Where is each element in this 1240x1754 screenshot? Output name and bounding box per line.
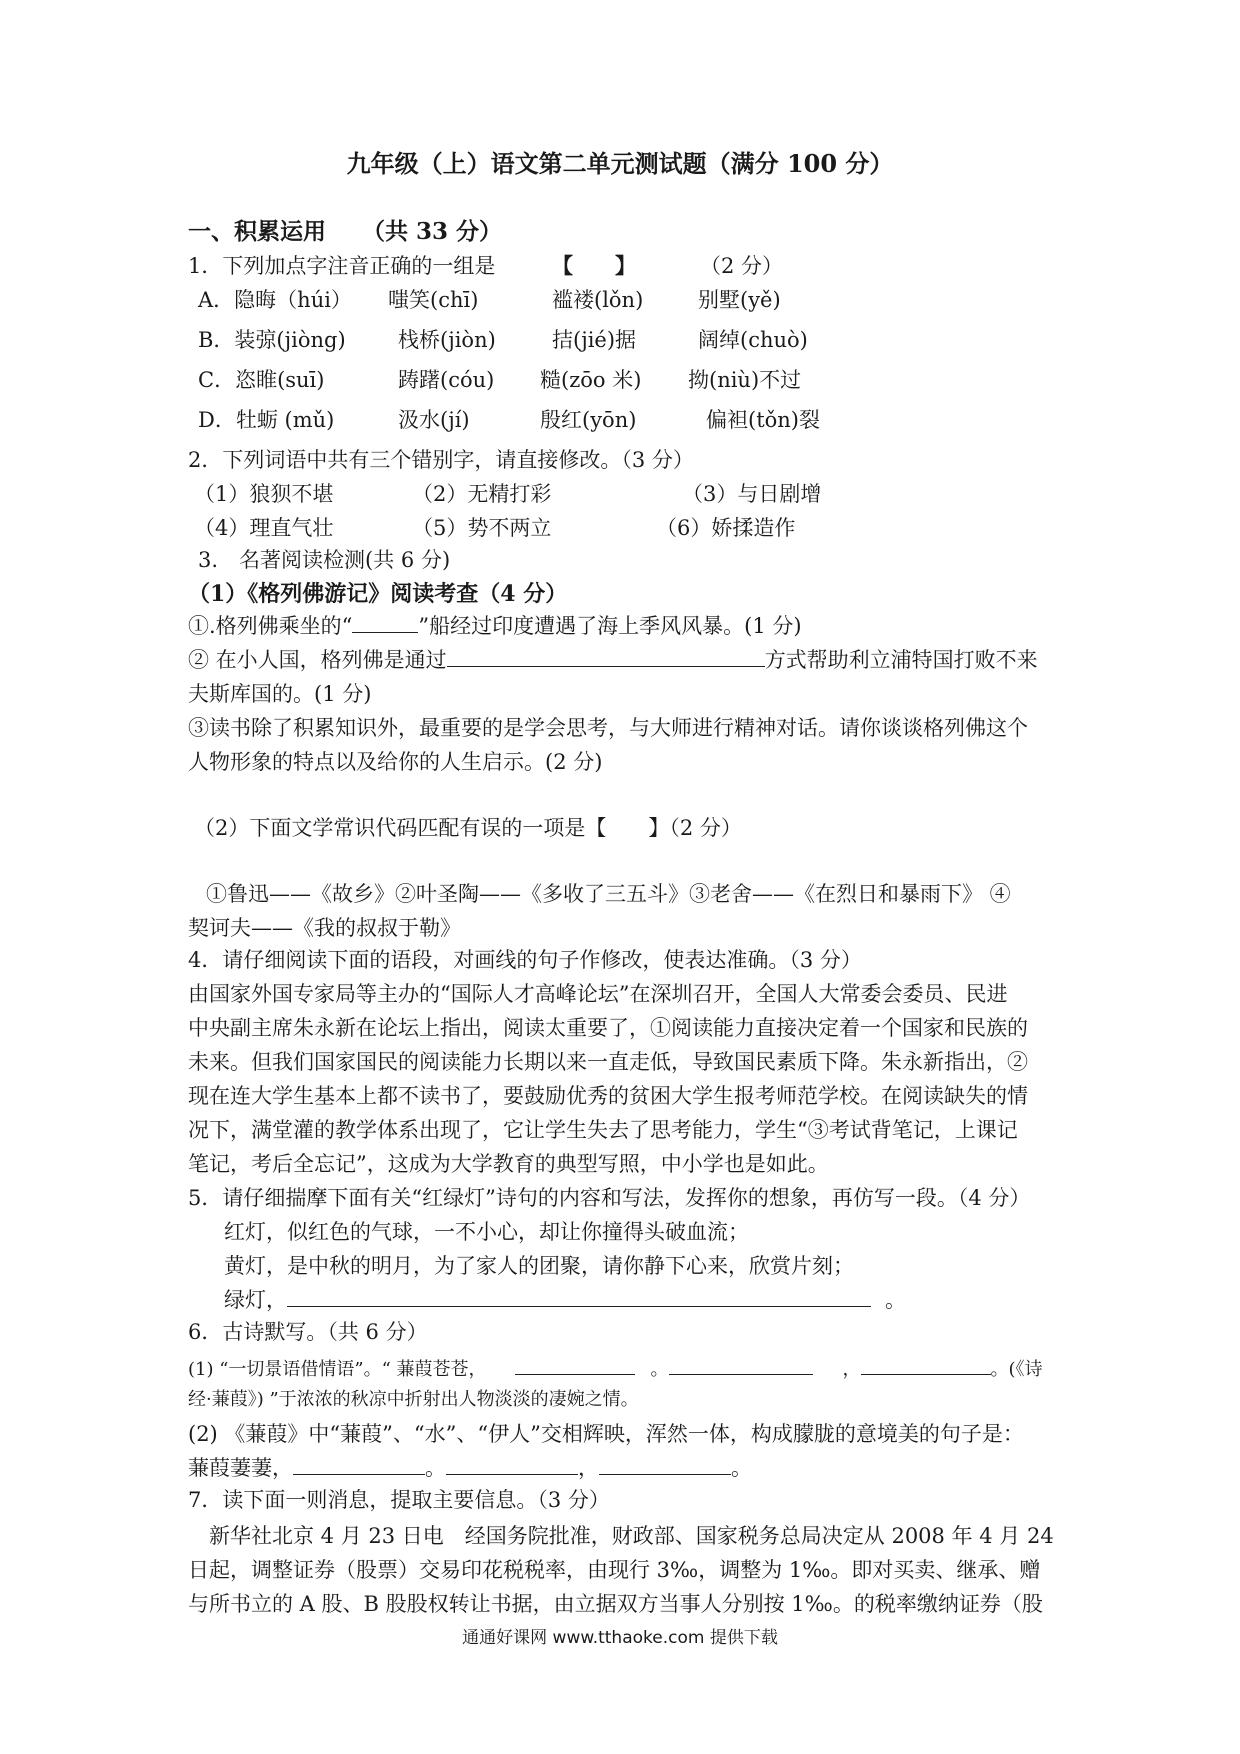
section-heading — [188, 218, 502, 246]
q6-part-2-end: 。 — [731, 1456, 752, 1480]
q4-paragraph-line-5: 况下，满堂灌的教学体系出现了，它让学生失去了思考能力，学生“③考试背笔记，上课记 — [188, 1118, 1018, 1142]
q7-news-line-3: 与所书立的 A 股、B 股股权转让书据，由立据双方当事人分别按 1‰。的税率缴纳证券（股 — [188, 1592, 1043, 1616]
q2-item-5: （5）势不两立 — [412, 516, 552, 540]
q3-item-2 — [188, 646, 1038, 674]
q6-part-1-start: (1) “一切景语借情语”。“ 蒹葭苍苍， — [188, 1359, 487, 1380]
q1-option-c1: C．恣睢(suī) — [198, 368, 325, 392]
page-title: 九年级（上）语文第二单元测试题（满分 100 分） — [346, 149, 894, 178]
q6-part-1 — [188, 1354, 1043, 1384]
q1-option-a3: 褴褛(lǒn) — [552, 288, 644, 312]
q4-paragraph-line-3: 未来。但我们国家国民的阅读能力长期以来一直走低，导致国民素质下降。朱永新指出，② — [188, 1050, 1028, 1074]
q3-item-1 — [188, 612, 802, 640]
q2-item-2: （2）无精打彩 — [412, 482, 552, 506]
q1-option-a4: 别墅(yě) — [698, 288, 781, 312]
q6-part-2-start: 蒹葭萋萋， — [188, 1456, 293, 1480]
method-blank[interactable] — [447, 646, 765, 667]
q1-option-b1: B．装弶(jiòng) — [198, 328, 346, 352]
q1-option-d2: 汲水(jí) — [398, 408, 470, 432]
q4-paragraph-line-6: 笔记，考后全忘记”，这成为大学教育的典型写照，中小学也是如此。 — [188, 1152, 829, 1176]
q1-option-b4: 阔绰(chuò) — [698, 328, 808, 352]
q5-line-yellow: 黄灯，是中秋的明月，为了家人的团聚，请你静下心来，欣赏片刻； — [224, 1254, 854, 1278]
q4-paragraph-line-4: 现在连大学生基本上都不读书了，要鼓励优秀的贫困大学生报考师范学校。在阅读缺失的情 — [188, 1084, 1028, 1108]
section-heading-label: 一、积累运用 — [188, 218, 326, 245]
q4-stem: 4．请仔细阅读下面的语段，对画线的句子作修改，使表达准确。（3 分） — [188, 948, 862, 972]
poem-blank-6[interactable] — [599, 1454, 731, 1475]
poem-blank-3[interactable] — [861, 1354, 991, 1375]
q3-item-2-start: ② 在小人国，格列佛是通过 — [188, 648, 447, 672]
poem-blank-2[interactable] — [669, 1354, 813, 1375]
q7-news-line-1: 新华社北京 4 月 23 日电 经国务院批准，财政部、国家税务总局决定从 2008 年 4 月 24 — [188, 1524, 1054, 1548]
poem-blank-1[interactable] — [515, 1354, 635, 1375]
q1-option-c4: 拗(niù)不过 — [688, 368, 802, 392]
q2-item-6: （6）娇揉造作 — [656, 516, 796, 540]
q7-news-line-2: 日起，调整证券（股票）交易印花税税率，由现行 3‰，调整为 1‰。即对买卖、继承、赠 — [188, 1558, 1041, 1582]
q2-item-3: （3）与日剧增 — [682, 482, 822, 506]
q3-sub2: （2）下面文学常识代码匹配有误的一项是【 】（2 分） — [194, 816, 742, 840]
ship-name-blank[interactable] — [352, 612, 418, 633]
q6-part-1-comma: ， — [842, 1359, 861, 1380]
q6-stem: 6．古诗默写。（共 6 分） — [188, 1320, 428, 1344]
q1-stem: 1．下列加点字注音正确的一组是 — [188, 254, 496, 278]
q3-sub2-options-line2: 契诃夫——《我的叔叔于勒》 — [188, 916, 461, 940]
q6-part-2-answer — [188, 1454, 752, 1482]
q3-item-1-start: ①.格列佛乘坐的“ — [188, 614, 353, 638]
green-light-blank[interactable] — [287, 1286, 871, 1307]
q6-part-1-end: 。(《诗 — [990, 1359, 1043, 1380]
q3-sub1-heading: （1）《格列佛游记》阅读考查（4 分） — [188, 581, 568, 607]
q6-part-2-comma: ， — [578, 1456, 599, 1480]
q6-part-1-cont: 经·蒹葭》) ”于浓浓的秋凉中折射出人物淡淡的凄婉之情。 — [188, 1389, 639, 1410]
q1-points: （2 分） — [700, 254, 784, 278]
q3-item-3-line1: ③读书除了积累知识外，最重要的是学会思考，与大师进行精神对话。请你谈谈格列佛这个 — [188, 716, 1028, 740]
q3-item-2-end: 方式帮助利立浦特国打败不来 — [764, 648, 1038, 672]
poem-blank-4[interactable] — [293, 1454, 425, 1475]
q5-green-end: 。 — [885, 1288, 906, 1312]
q6-part-2: (2) 《蒹葭》中“蒹葭”、“水”、“伊人”交相辉映，浑然一体，构成朦胧的意境美的句子是： — [188, 1422, 1024, 1446]
q1-option-c2: 踌躇(cóu) — [398, 368, 495, 392]
q6-part-2-period: 。 — [425, 1456, 446, 1480]
q1-option-a1: A．隐晦（húi） — [198, 288, 352, 312]
q1-option-d1: D．牡蛎 (mǔ) — [198, 408, 335, 432]
q3-sub2-options-line1: ①鲁迅——《故乡》②叶圣陶——《多收了三五斗》③老舍——《在烈日和暴雨下》 ④ — [206, 882, 1011, 906]
q3-item-2-cont: 夫斯库国的。(1 分) — [188, 682, 372, 706]
q4-paragraph-line-2: 中央副主席朱永新在论坛上指出，阅读太重要了，①阅读能力直接决定着一个国家和民族的 — [188, 1016, 1028, 1040]
section-heading-points: （共 33 分） — [362, 218, 503, 245]
q5-stem: 5．请仔细揣摩下面有关“红绿灯”诗句的内容和写法，发挥你的想象，再仿写一段。（4 分） — [188, 1186, 1031, 1210]
q1-option-d3: 殷红(yōn) — [540, 408, 637, 432]
q1-option-b3: 拮(jié)据 — [552, 328, 637, 352]
poem-blank-5[interactable] — [446, 1454, 578, 1475]
q3-item-3-line2: 人物形象的特点以及给你的人生启示。(2 分) — [188, 750, 603, 774]
q1-option-a2: 嗤笑(chī) — [388, 288, 479, 312]
q7-stem: 7．读下面一则消息，提取主要信息。（3 分） — [188, 1488, 610, 1512]
q3-stem: 3. 名著阅读检测(共 6 分) — [198, 548, 451, 572]
q6-part-1-period: 。 — [650, 1359, 669, 1380]
q3-item-1-end: ”船经过印度遭遇了海上季风风暴。(1 分) — [418, 614, 802, 638]
q5-line-green — [224, 1286, 906, 1314]
q1-option-c3: 糙(zōo 米) — [540, 368, 642, 392]
q4-paragraph-line-1: 由国家外国专家局等主办的“国际人才高峰论坛”在深圳召开，全国人大常委会委员、民进 — [188, 982, 1008, 1006]
q5-green-label: 绿灯， — [224, 1288, 287, 1312]
q2-item-4: （4）理直气壮 — [194, 516, 334, 540]
q5-line-red: 红灯，似红色的气球，一不小心，却让你撞得头破血流； — [224, 1220, 749, 1244]
q1-option-b2: 栈桥(jiòn) — [398, 328, 496, 352]
q2-item-1: （1）狼狈不堪 — [194, 482, 334, 506]
q2-stem: 2．下列词语中共有三个错别字，请直接修改。（3 分） — [188, 448, 694, 472]
page-footer: 通通好课网 www.tthaoke.com 提供下载 — [462, 1628, 778, 1648]
q1-option-d4: 偏袒(tǒn)裂 — [706, 408, 820, 432]
q1-answer-bracket: 【 】 — [552, 253, 636, 278]
